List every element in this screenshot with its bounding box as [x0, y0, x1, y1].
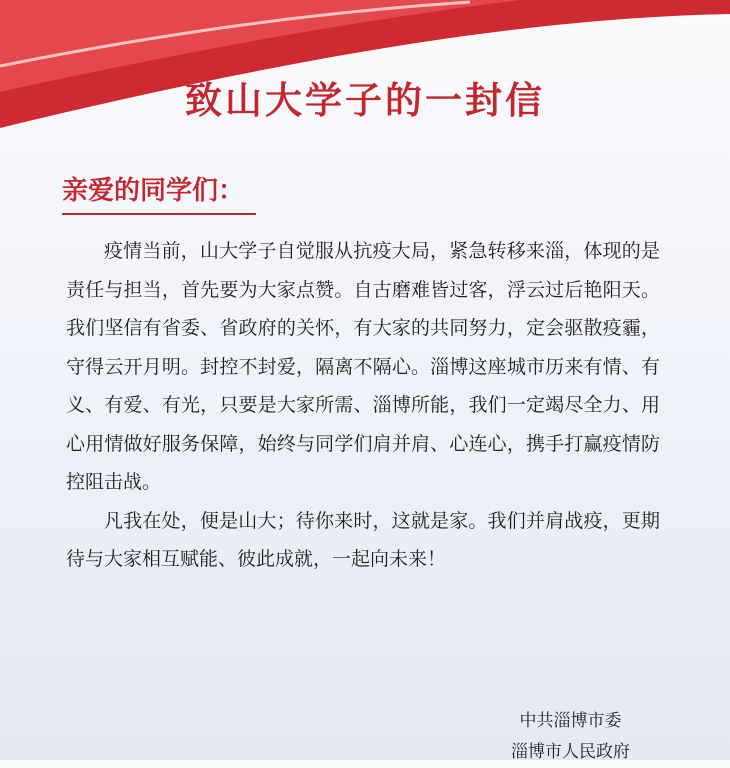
signature-party-committee: 中共淄博市委: [519, 711, 622, 731]
letter-title: 致山大学子的一封信: [185, 79, 545, 122]
letter-signature: [511, 706, 630, 768]
signature-city-government: 淄博市人民政府: [511, 742, 630, 762]
letter-paragraph-2: 凡我在处，便是山大；待你来时，这就是家。我们并肩战疫，更期待与大家相互赋能、彼此成就，一起向未来！: [66, 509, 660, 570]
letter-body: [66, 232, 660, 579]
letter-paragraph-1: 疫情当前，山大学子自觉服从抗疫大局，紧急转移来淄，体现的是责任与担当，首先要为大家点赞。自古磨难皆过客，浮云过后艳阳天。我们坚信有省委、省政府的关怀，有大家的共同努力，定会驱散疫霾，守得云开月明。封控不封爱，隔离不隔心。淄博这座城市历来有情、有义、有爱、有光，只要是大家所需、淄博所能，我们一定竭尽全力、用心用情做好服务保障，始终与同学们肩并肩、心连心，携手打赢疫情防控阻击战。: [66, 240, 660, 493]
letter-greeting: 亲爱的同学们：: [62, 170, 256, 215]
